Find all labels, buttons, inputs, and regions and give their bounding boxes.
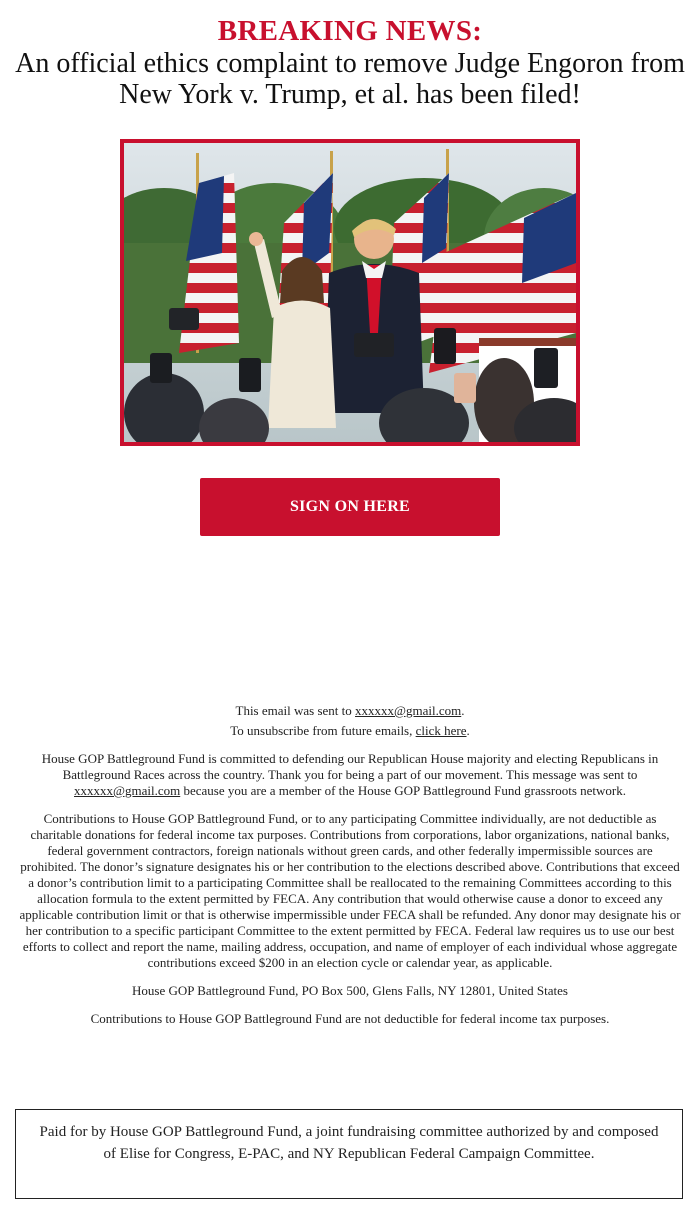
sent-to-line [18, 703, 682, 719]
recipient-email-link[interactable]: xxxxxx@gmail.com [355, 703, 462, 718]
unsubscribe-link[interactable]: click here [415, 723, 467, 738]
headline-kicker: BREAKING NEWS: [217, 15, 483, 47]
paid-for-text: Paid for by House GOP Battleground Fund, a joint fundraising committee authorized by and composed of Elise for Congress, E-PAC, and NY Republican Federal Campaign Committee. [39, 1124, 659, 1162]
unsubscribe-prefix: To unsubscribe from future emails, [230, 723, 416, 738]
sign-on-here-button[interactable]: SIGN ON HERE [200, 478, 500, 536]
email-footer [18, 703, 682, 1039]
tax-note: Contributions to House GOP Battleground Fund are not deductible for federal income tax purposes. [90, 1011, 610, 1026]
headline-title: An official ethics complaint to remove Judge Engoron from New York v. Trump, et al. has been filed! [15, 48, 685, 110]
mailing-address: House GOP Battleground Fund, PO Box 500, Glens Falls, NY 12801, United States [132, 983, 568, 998]
headline [0, 0, 700, 110]
sent-to-suffix: . [461, 703, 465, 718]
about-email-link[interactable]: xxxxxx@gmail.com [74, 783, 181, 798]
unsubscribe-suffix: . [466, 723, 470, 738]
about-paragraph [18, 751, 682, 799]
rally-photo-illustration [124, 143, 576, 442]
about-text-before: House GOP Battleground Fund is committed to defending our Republican House majority and electing Republicans in Battleground Races across the country. Thank you for being a part of our movement. This message was sent to [41, 751, 659, 782]
about-text-after: because you are a member of the House GOP Battleground Fund grassroots network. [180, 783, 626, 798]
hero-photo [120, 139, 580, 446]
legal-disclaimer: Contributions to House GOP Battleground Fund, or to any participating Committee individually, are not deductible as charitable donations for federal income tax purposes. Contributions from corporations, labor organizations, national banks, federal government contractors, foreign nationals without green cards, and other federally impermissible sources are prohibited. The donor’s signature designates his or her contribution to the elections described above. Contributions that exceed a donor’s contribution limit to a participating Committee shall be reallocated to the remaining Committees according to this allocation formula to the extent permitted by FECA. Any contribution that would otherwise cause a donor to exceed any applicable contribution limit or that is otherwise impermissible under FECA shall be refunded. Any donor may designate his or her contribution to a specific participant Committee to the extent permitted by FECA. Federal law requires us to use our best efforts to collect and report the name, mailing address, occupation, and name of employer of each individual whose aggregate contributions exceed $200 in an election cycle or calendar year, as applicable. [19, 811, 681, 970]
sent-to-prefix: This email was sent to [235, 703, 356, 718]
unsubscribe-line [18, 723, 682, 739]
cta-container [200, 478, 500, 536]
paid-for-disclaimer-box [15, 1109, 683, 1199]
